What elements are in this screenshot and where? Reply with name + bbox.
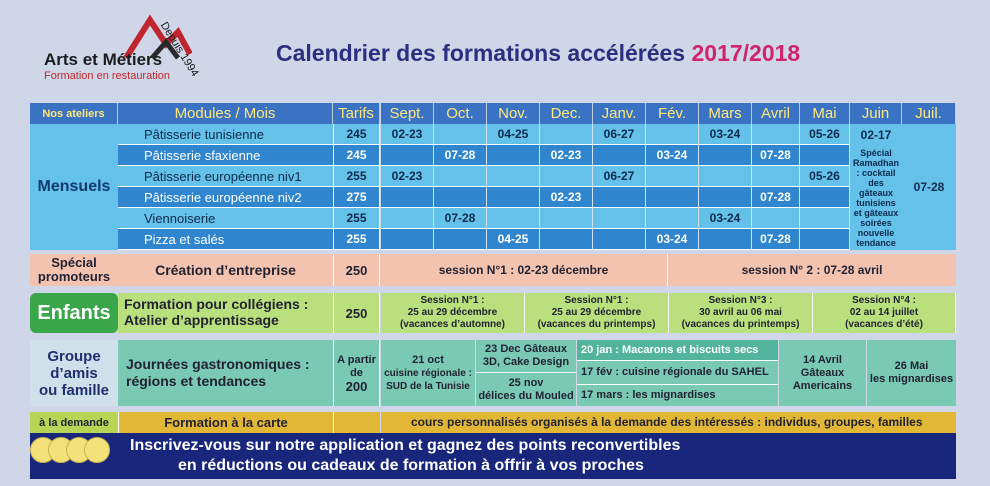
- mensuel-date: 07-28: [434, 208, 487, 229]
- enfants-tarif: 250: [333, 293, 380, 333]
- groupe-avril: [779, 340, 866, 406]
- enfants-session-line3: (vacances d’été): [845, 319, 923, 330]
- header-month: Dec.: [540, 103, 593, 124]
- mensuel-date: [487, 187, 540, 208]
- groupe-module-line1: Journées gastronomiques :: [126, 356, 310, 372]
- enfants-session: [813, 293, 956, 333]
- mensuel-date: 06-27: [593, 166, 646, 187]
- groupe-mai: [867, 340, 956, 406]
- header-month: Juil.: [902, 103, 956, 124]
- mensuel-date: [434, 187, 487, 208]
- header-month: Sept.: [381, 103, 434, 124]
- enfants-session-line1: Session N°4 :: [851, 295, 917, 306]
- enfants-session-line1: Session N°3 :: [708, 295, 773, 306]
- groupe-label-line3: ou famille: [38, 381, 109, 399]
- mensuel-date: 02-23: [540, 187, 593, 208]
- mensuel-date: 03-24: [699, 208, 752, 229]
- groupe-oct-line1: 21 oct: [412, 353, 444, 366]
- mensuel-date: [381, 208, 434, 229]
- mensuel-tarif: 255: [333, 166, 380, 187]
- mensuel-tarif: 255: [333, 229, 380, 250]
- promoteurs-session2: session N° 2 : 07-28 avril: [668, 254, 956, 286]
- groupe-fev: 17 fév : cuisine régionale du SAHEL: [577, 361, 778, 385]
- mensuel-date: [699, 166, 752, 187]
- enfants-module-line2: Atelier d’apprentissage: [124, 312, 279, 328]
- juin-special: Spécial Ramadhan : cocktail des gâteaux tunisiens et gâteaux soirées nouvelle tendance: [850, 145, 902, 250]
- groupe-tarif-line2: de: [350, 366, 363, 379]
- groupe-nov-line1: 25 nov: [508, 376, 544, 389]
- mensuel-date: 07-28: [752, 145, 800, 166]
- mensuel-date: [800, 229, 850, 250]
- groupe-nov: [476, 373, 576, 406]
- mensuel-date: [487, 145, 540, 166]
- mensuel-module: Pâtisserie européenne niv2: [118, 187, 333, 208]
- footer-line2: en réductions ou cadeaux de formation à offrir à vos proches: [178, 457, 644, 474]
- demande-module: Formation à la carte: [118, 412, 333, 433]
- groupe-module: [118, 340, 333, 406]
- mensuel-module: Pâtisserie tunisienne: [118, 124, 333, 145]
- mensuel-date: 05-26: [800, 166, 850, 187]
- mensuel-date: [540, 229, 593, 250]
- mensuel-date: 07-28: [752, 229, 800, 250]
- mensuel-date: [699, 187, 752, 208]
- mensuel-date: 02-23: [381, 166, 434, 187]
- title-main: Calendrier des formations accélérées: [276, 40, 686, 66]
- groupe-dec-line2: 3D, Cake Design: [482, 356, 570, 368]
- mensuel-date: [381, 145, 434, 166]
- logo-name: Arts et Métiers: [44, 50, 163, 69]
- header-ateliers: Nos ateliers: [30, 103, 118, 124]
- enfants-session-line3: (vacances d’automne): [399, 319, 506, 330]
- promoteurs-tarif: 250: [333, 254, 380, 286]
- mensuel-date: [752, 124, 800, 145]
- groupe-oct: [381, 340, 475, 406]
- header-month: Avril: [752, 103, 800, 124]
- groupe-avril-line3: Americains: [792, 379, 853, 392]
- logo-since: Depuis 1994: [157, 20, 201, 79]
- enfants-session-line2: 30 avril au 06 mai: [699, 307, 782, 318]
- mensuel-date: [646, 124, 699, 145]
- mensuel-date: [487, 166, 540, 187]
- mensuels-label: Mensuels: [30, 124, 118, 250]
- header-tarifs: Tarifs: [333, 103, 380, 124]
- enfants-module: [118, 293, 333, 333]
- mensuel-date: [434, 229, 487, 250]
- promoteurs-module: Création d’entreprise: [118, 254, 333, 286]
- mensuel-tarif: 245: [333, 145, 380, 166]
- mensuel-date: [800, 208, 850, 229]
- enfants-session-line1: Session N°1 :: [420, 295, 485, 306]
- header-month: Juin: [850, 103, 902, 124]
- header-month: Oct.: [434, 103, 487, 124]
- enfants-session-line1: Session N°1 :: [564, 295, 629, 306]
- groupe-avril-line1: 14 Avril: [803, 353, 842, 366]
- groupe-oct-line2: cuisine régionale :: [384, 367, 472, 379]
- mensuel-date: [540, 124, 593, 145]
- mensuel-date: [540, 166, 593, 187]
- mensuel-date: [593, 229, 646, 250]
- enfants-session-line2: 02 au 14 juillet: [849, 307, 919, 318]
- mensuel-module: Pâtisserie européenne niv1: [118, 166, 333, 187]
- mensuel-module: Viennoiserie: [118, 208, 333, 229]
- mensuel-date: 02-23: [540, 145, 593, 166]
- demande-label: à la demande: [30, 412, 118, 433]
- groupe-jan: 20 jan : Macarons et biscuits secs: [577, 340, 778, 361]
- mensuel-date: [699, 229, 752, 250]
- enfants-session-line2: 25 au 29 décembre: [551, 307, 642, 318]
- mensuel-date: 03-24: [699, 124, 752, 145]
- mensuel-date: 06-27: [593, 124, 646, 145]
- groupe-label-line2: d’amis: [50, 364, 98, 382]
- promoteurs-session1: session N°1 : 02-23 décembre: [380, 254, 668, 286]
- groupe-tarif-line3: 200: [345, 378, 368, 394]
- groupe-module-line2: régions et tendances: [126, 373, 267, 389]
- groupe-nov-line2: délices du Mouled: [478, 389, 574, 402]
- header-month: Fév.: [646, 103, 699, 124]
- enfants-session: [381, 293, 525, 333]
- groupe-tarif: [333, 340, 380, 406]
- groupe-dec-line1: 23 Dec Gâteaux: [485, 343, 567, 355]
- enfants-session: [525, 293, 669, 333]
- enfants-label: Enfants: [30, 293, 118, 333]
- enfants-session-line3: (vacances du printemps): [681, 319, 800, 330]
- promoteurs-label-text: Spécial promoteurs: [37, 255, 111, 284]
- mensuel-date: [752, 208, 800, 229]
- mensuel-tarif: 275: [333, 187, 380, 208]
- mensuel-date: 03-24: [646, 145, 699, 166]
- groupe-tarif-line1: A partir: [337, 353, 376, 366]
- mensuel-module: Pâtisserie sfaxienne: [118, 145, 333, 166]
- mensuel-date: [381, 187, 434, 208]
- mensuel-date: 07-28: [434, 145, 487, 166]
- header-month: Mai: [800, 103, 850, 124]
- mensuel-date: [434, 166, 487, 187]
- groupe-dec: [476, 340, 576, 373]
- header-month: Mars: [699, 103, 752, 124]
- mensuel-date: [646, 208, 699, 229]
- demande-tarif-empty: [333, 412, 380, 433]
- footer-line1: Inscrivez-vous sur notre application et gagnez des points reconvertibles: [130, 437, 681, 454]
- title-year: 2017/2018: [691, 40, 801, 66]
- mensuel-date: [593, 187, 646, 208]
- mensuel-date: [434, 124, 487, 145]
- mensuel-date: 04-25: [487, 229, 540, 250]
- groupe-mai-line2: les mignardises: [869, 373, 954, 385]
- mensuel-module: Pizza et salés: [118, 229, 333, 250]
- header-modules: Modules / Mois: [118, 103, 333, 124]
- mensuel-date: [699, 145, 752, 166]
- juin-top: 02-17: [850, 124, 902, 145]
- enfants-session: [669, 293, 813, 333]
- groupe-oct-line3: SUD de la Tunisie: [386, 380, 470, 392]
- mensuel-date: [752, 166, 800, 187]
- mensuel-date: [646, 187, 699, 208]
- coin-icon: [84, 437, 110, 463]
- logo-subtitle: Formation en restauration: [44, 70, 170, 82]
- mensuel-date: [646, 166, 699, 187]
- header-month: Janv.: [593, 103, 646, 124]
- mensuel-date: [800, 145, 850, 166]
- mensuel-date: [800, 187, 850, 208]
- mensuel-tarif: 245: [333, 124, 380, 145]
- mensuel-date: 02-23: [381, 124, 434, 145]
- groupe-label-line1: Groupe: [47, 347, 101, 365]
- demande-text: cours personnalisés organisés à la demande des intéressés : individus, groupes, familles: [381, 412, 956, 433]
- mensuel-date: [593, 208, 646, 229]
- header-month: Nov.: [487, 103, 540, 124]
- page-title: [276, 40, 800, 67]
- enfants-module-line1: Formation pour collégiens :: [124, 296, 309, 312]
- footer-banner: [30, 433, 956, 479]
- mensuel-date: 07-28: [752, 187, 800, 208]
- groupe-mars: 17 mars : les mignardises: [577, 385, 778, 406]
- mensuel-date: [593, 145, 646, 166]
- groupe-label: [30, 340, 118, 406]
- logo: [40, 14, 240, 89]
- enfants-session-line2: 25 au 29 décembre: [407, 307, 498, 318]
- mensuel-date: 04-25: [487, 124, 540, 145]
- mensuel-tarif: 255: [333, 208, 380, 229]
- enfants-session-line3: (vacances du printemps): [537, 319, 656, 330]
- groupe-avril-line2: Gâteaux: [800, 366, 845, 379]
- mensuel-date: 05-26: [800, 124, 850, 145]
- mensuel-date: [487, 208, 540, 229]
- groupe-mai-line1: 26 Mai: [894, 360, 929, 372]
- juil-date: 07-28: [902, 124, 956, 250]
- mensuel-date: [381, 229, 434, 250]
- mensuel-date: 03-24: [646, 229, 699, 250]
- promoteurs-label: [30, 254, 118, 286]
- mensuel-date: [540, 208, 593, 229]
